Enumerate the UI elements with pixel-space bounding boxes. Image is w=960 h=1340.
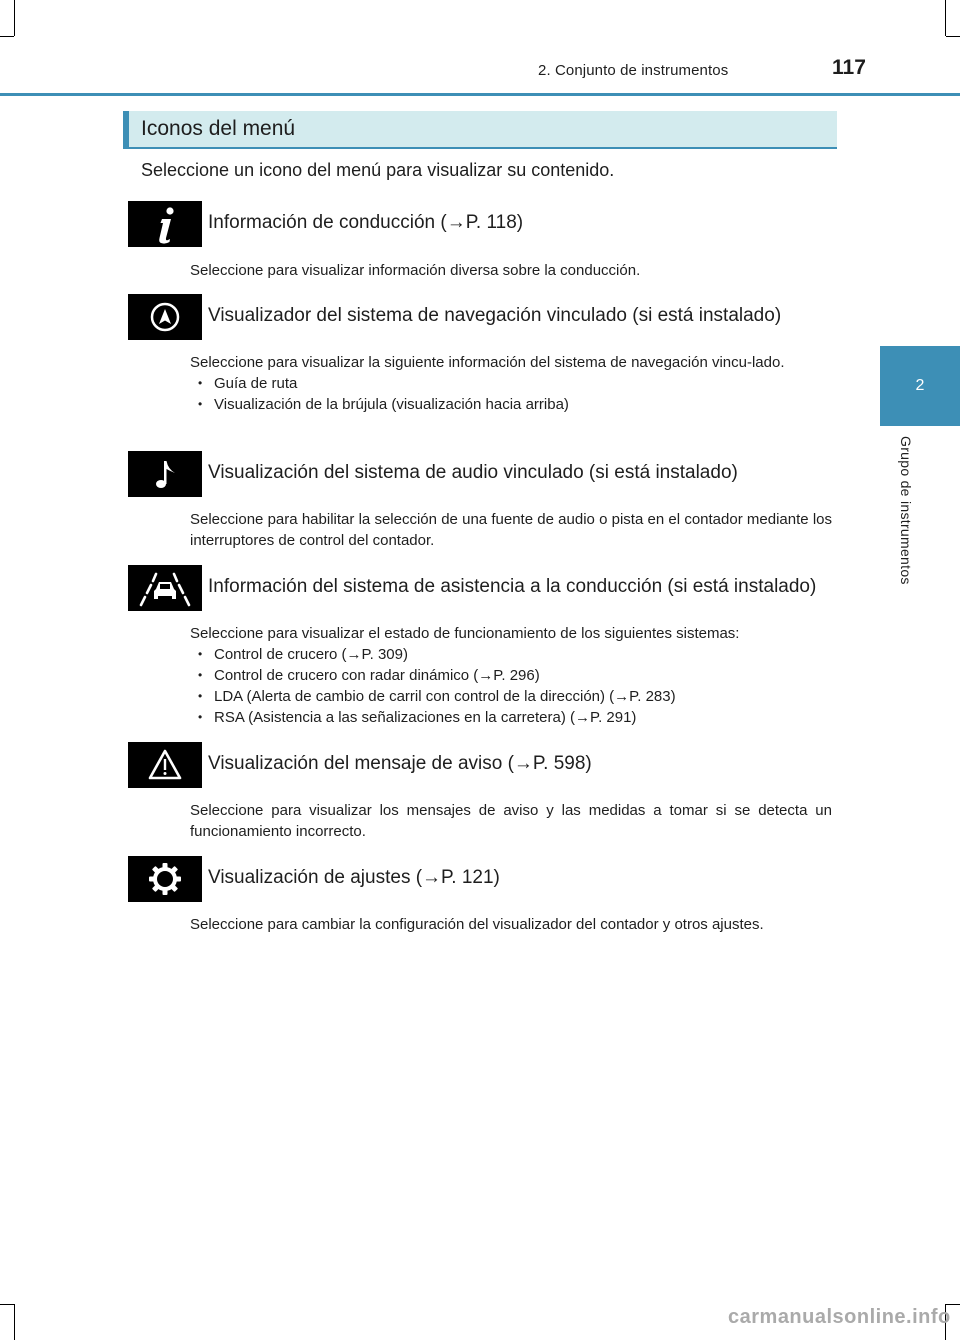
item-title: Visualización del mensaje de aviso (→P. 598): [208, 753, 592, 774]
bullet-item: • LDA (Alerta de cambio de carril con control de la dirección) (→P. 283): [190, 686, 832, 707]
bullet-list: [190, 373, 832, 415]
bullet-item: • Visualización de la brújula (visualización hacia arriba): [190, 394, 832, 415]
section-intro: Seleccione un icono del menú para visualizar su contenido.: [141, 160, 615, 180]
section-heading: [123, 111, 837, 149]
crop-mark: [0, 36, 14, 37]
bullet-item: • RSA (Asistencia a las señalizaciones en la carretera) (→P. 291): [190, 707, 832, 728]
music-note-icon: [128, 451, 202, 497]
warning-icon: [128, 742, 202, 788]
chapter-tab: [880, 346, 960, 426]
item-description-text: Seleccione para visualizar el estado de funcionamiento de los siguientes sistemas:: [190, 625, 740, 642]
info-icon: [128, 201, 202, 247]
watermark: carmanualsonline.info: [728, 1306, 951, 1328]
crop-mark: [14, 0, 15, 36]
crop-mark: [946, 1304, 960, 1305]
item-description-text: Seleccione para habilitar la selección de una fuente de audio o pista en el contador mediante los interruptores de control del contador.: [190, 511, 832, 549]
chapter-tab-label: Grupo de instrumentos: [898, 436, 914, 585]
crop-mark: [945, 0, 946, 36]
bullet-list: [190, 644, 832, 728]
section-title: Iconos del menú: [141, 117, 296, 140]
navigation-icon: [128, 294, 202, 340]
item-title: Información del sistema de asistencia a la conducción (si está instalado): [208, 576, 817, 597]
header-rule: [0, 93, 960, 96]
item-description: [190, 509, 832, 551]
bullet-item: • Control de crucero con radar dinámico (→P. 296): [190, 665, 832, 686]
item-description-text: Seleccione para visualizar información diversa sobre la conducción.: [190, 262, 641, 279]
crop-mark: [14, 1304, 15, 1340]
bullet-item: • Control de crucero (→P. 309): [190, 644, 832, 665]
item-description: [190, 800, 832, 842]
chapter-title: 2. Conjunto de instrumentos: [538, 62, 729, 79]
item-description-text: Seleccione para visualizar los mensajes de aviso y las medidas a tomar si se detecta un funcionamiento incorrecto.: [190, 802, 832, 840]
item-title: Visualizador del sistema de navegación vinculado (si está instalado): [208, 305, 782, 326]
item-description: [190, 260, 832, 281]
section-heading-bar: [123, 111, 129, 149]
item-title: Visualización de ajustes (→P. 121): [208, 867, 500, 888]
item-title: Información de conducción (→P. 118): [208, 212, 524, 233]
crop-mark: [0, 1304, 14, 1305]
item-description: [190, 914, 832, 935]
item-description: [190, 623, 832, 728]
item-description-text: Seleccione para cambiar la configuración del visualizador del contador y otros ajustes.: [190, 916, 764, 933]
item-title: Visualización del sistema de audio vinculado (si está instalado): [208, 462, 738, 483]
bullet-item: • Guía de ruta: [190, 373, 832, 394]
page-number: 117: [832, 56, 866, 79]
crop-mark: [946, 36, 960, 37]
chapter-tab-number: 2: [915, 377, 925, 394]
item-description-text: Seleccione para visualizar la siguiente información del sistema de navegación vincu-lado.: [190, 354, 785, 371]
item-description: [190, 352, 832, 415]
driving-assist-icon: [128, 565, 202, 611]
settings-gear-icon: [128, 856, 202, 902]
